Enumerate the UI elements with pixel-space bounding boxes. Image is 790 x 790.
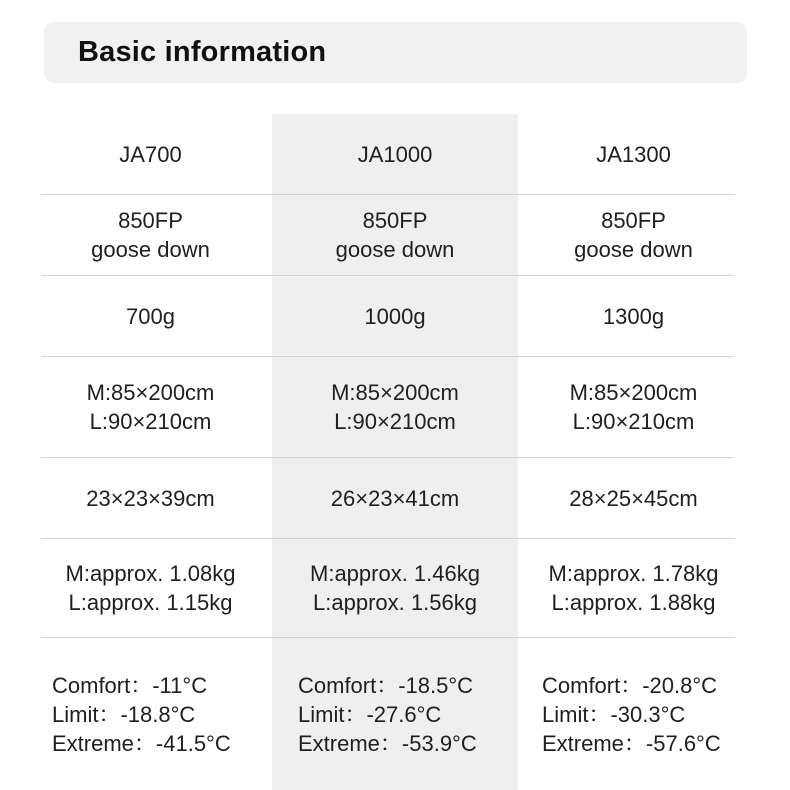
cell-total-weight: M:approx. 1.08kg L:approx. 1.15kg [65, 561, 236, 615]
cell-temperature: Comfort：-20.8°C Limit：-30.3°C Extreme：-57.6°C [542, 672, 721, 756]
cell-model-ja1000: JA1000 [357, 141, 433, 167]
row-fill-weight [29, 276, 749, 356]
cell-packed-size: 28×25×45cm [569, 485, 698, 511]
cell-total-weight: M:approx. 1.78kg L:approx. 1.88kg [548, 561, 719, 615]
cell-fill-weight: 700g [126, 303, 175, 329]
cell-fill: 850FP goose down [335, 208, 455, 262]
cell-model-ja700: JA700 [119, 141, 182, 167]
cell-temperature: Comfort：-18.5°C Limit：-27.6°C Extreme：-53.9°C [298, 672, 477, 756]
cell-total-weight: M:approx. 1.46kg L:approx. 1.56kg [310, 561, 480, 615]
cell-fill-weight: 1000g [364, 303, 426, 329]
row-fill [29, 195, 749, 275]
spec-table [29, 114, 749, 790]
cell-packed-size: 23×23×39cm [86, 485, 215, 511]
section-header [44, 22, 747, 83]
row-divider [41, 637, 734, 638]
cell-size: M:85×200cm L:90×210cm [86, 380, 215, 434]
row-total-weight [29, 539, 749, 637]
row-size [29, 357, 749, 457]
row-temperature [29, 644, 749, 784]
cell-fill: 850FP goose down [91, 208, 210, 262]
cell-fill: 850FP goose down [574, 208, 693, 262]
row-model [29, 114, 749, 194]
cell-model-ja1300: JA1300 [596, 141, 671, 167]
cell-size: M:85×200cm L:90×210cm [569, 380, 698, 434]
cell-temperature: Comfort：-11°C Limit：-18.8°C Extreme：-41.5°C [52, 672, 231, 756]
cell-fill-weight: 1300g [602, 303, 665, 329]
section-title: Basic information [78, 36, 327, 68]
row-packed-size [29, 458, 749, 538]
cell-packed-size: 26×23×41cm [330, 485, 460, 511]
cell-size: M:85×200cm L:90×210cm [331, 380, 459, 434]
